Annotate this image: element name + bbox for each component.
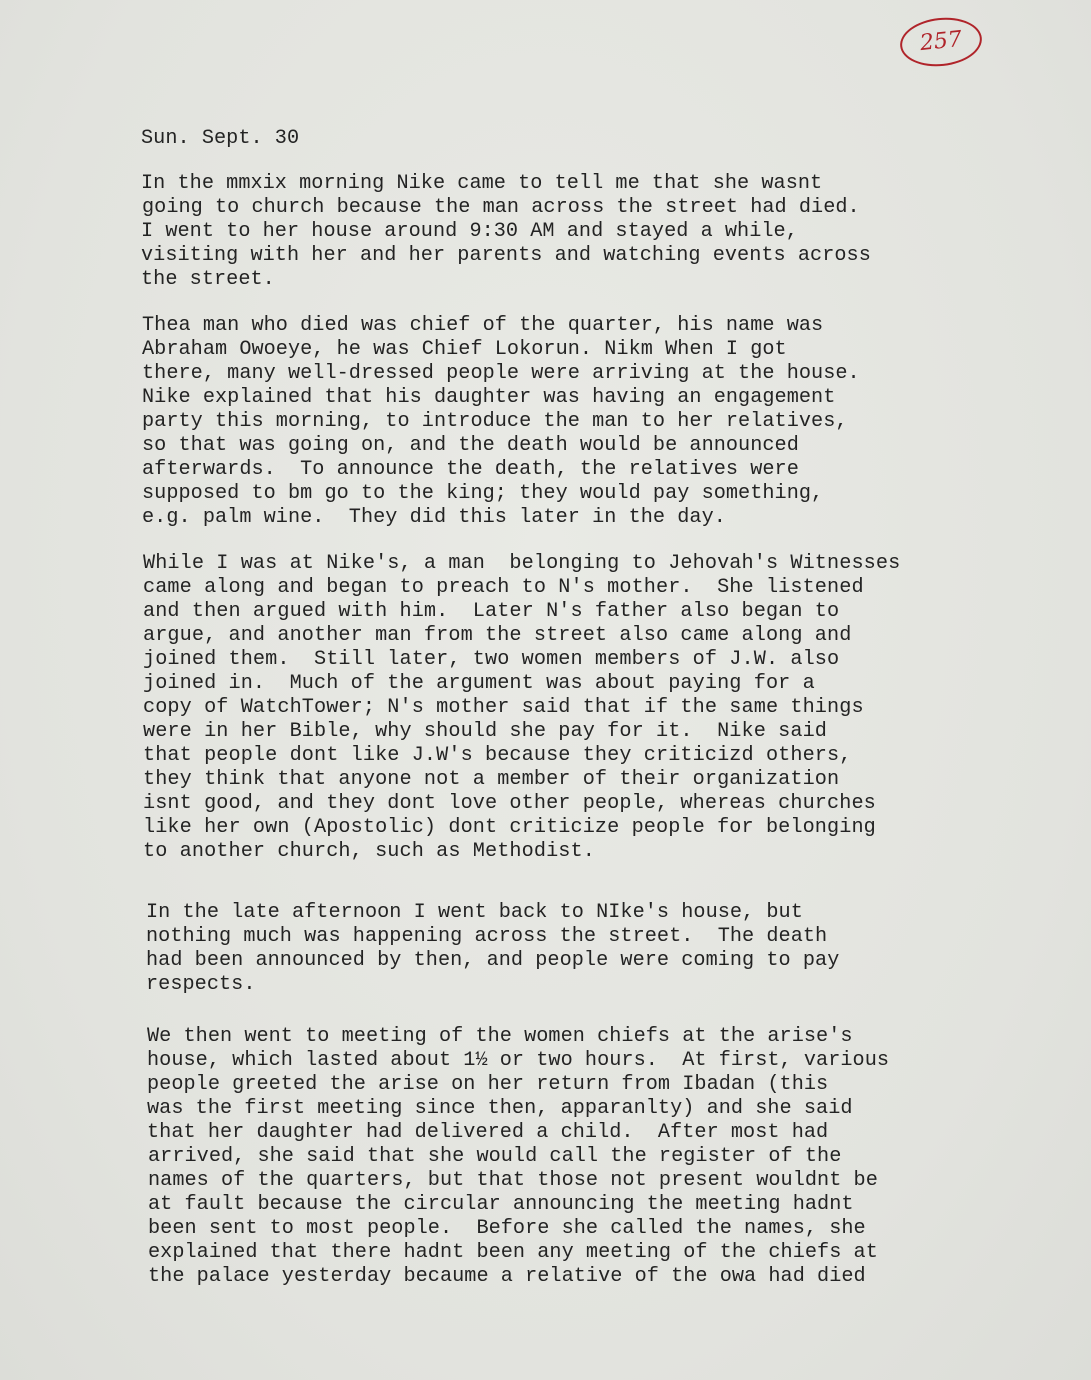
text-line: came along and began to preach to N's mother. She listened (143, 576, 864, 599)
text-line: While I was at Nike's, a man belonging to Jehovah's Witnesses (143, 552, 901, 575)
text-line: In the late afternoon I went back to NIke's house, but (146, 901, 803, 924)
text-line: party this morning, to introduce the man to her relatives, (142, 410, 848, 433)
text-line: nothing much was happening across the street. The death (146, 925, 828, 948)
paragraph-4 (146, 901, 839, 997)
text-line: that people dont like J.W's because they criticizd others, (143, 744, 852, 767)
text-line: to another church, such as Methodist. (143, 840, 595, 863)
text-line: that her daughter had delivered a child. After most had (147, 1121, 829, 1144)
page-number-stamp: 257 (898, 14, 985, 70)
text-line: explained that there hadnt been any meeting of the chiefs at (148, 1241, 878, 1264)
paragraph-1 (141, 172, 871, 292)
text-line: house, which lasted about 1½ or two hours. At first, various (147, 1049, 890, 1072)
text-line: people greeted the arise on her return from Ibadan (this (147, 1073, 829, 1096)
paragraph-3 (143, 552, 900, 864)
text-line: visiting with her and her parents and watching events across (141, 244, 871, 267)
text-line: there, many well-dressed people were arriving at the house. (142, 362, 860, 385)
text-line: afterwards. To announce the death, the relatives were (142, 458, 799, 481)
text-line: I went to her house around 9:30 AM and stayed a while, (141, 220, 798, 243)
text-line: Abraham Owoeye, he was Chief Lokorun. Nikm When I got (142, 338, 787, 361)
text-line: Thea man who died was chief of the quarter, his name was (142, 314, 824, 337)
text-line: going to church because the man across the street had died. (142, 196, 860, 219)
text-line: supposed to bm go to the king; they would pay something, (142, 482, 824, 505)
text-line: We then went to meeting of the women chiefs at the arise's (147, 1025, 853, 1048)
text-line: at fault because the circular announcing the meeting hadnt (148, 1193, 854, 1216)
date-heading: Sun. Sept. 30 (141, 127, 300, 150)
text-line: arrived, she said that she would call the register of the (148, 1145, 842, 1168)
text-line: joined in. Much of the argument was about paying for a (143, 672, 815, 695)
text-line: and then argued with him. Later N's father also began to (143, 600, 840, 623)
text-line: Nike explained that his daughter was having an engagement (142, 386, 836, 409)
text-line: was the first meeting since then, apparanlty) and she said (147, 1097, 853, 1120)
text-line: names of the quarters, but that those not present wouldnt be (148, 1169, 878, 1192)
document-body (141, 127, 1041, 1288)
text-line: were in her Bible, why should she pay for it. Nike said (143, 720, 828, 743)
text-line: copy of WatchTower; N's mother said that if the same things (143, 696, 864, 719)
text-line: they think that anyone not a member of their organization (143, 768, 840, 791)
paragraph-5 (147, 1025, 889, 1289)
text-line: argue, and another man from the street also came along and (143, 624, 852, 647)
text-line: the street. (141, 268, 275, 291)
text-line: been sent to most people. Before she called the names, she (148, 1217, 866, 1240)
text-line: e.g. palm wine. They did this later in the day. (142, 506, 726, 529)
text-line: isnt good, and they dont love other people, whereas churches (143, 792, 876, 815)
paragraph-2 (142, 314, 860, 530)
text-line: like her own (Apostolic) dont criticize people for belonging (143, 816, 876, 839)
text-line: respects. (146, 973, 256, 996)
text-line: so that was going on, and the death would be announced (142, 434, 799, 457)
text-line: had been announced by then, and people were coming to pay (146, 949, 840, 972)
text-line: the palace yesterday becaume a relative of the owa had died (148, 1265, 866, 1288)
text-line: In the mmxix morning Nike came to tell me that she wasnt (141, 172, 823, 195)
text-line: joined them. Still later, two women members of J.W. also (143, 648, 840, 671)
